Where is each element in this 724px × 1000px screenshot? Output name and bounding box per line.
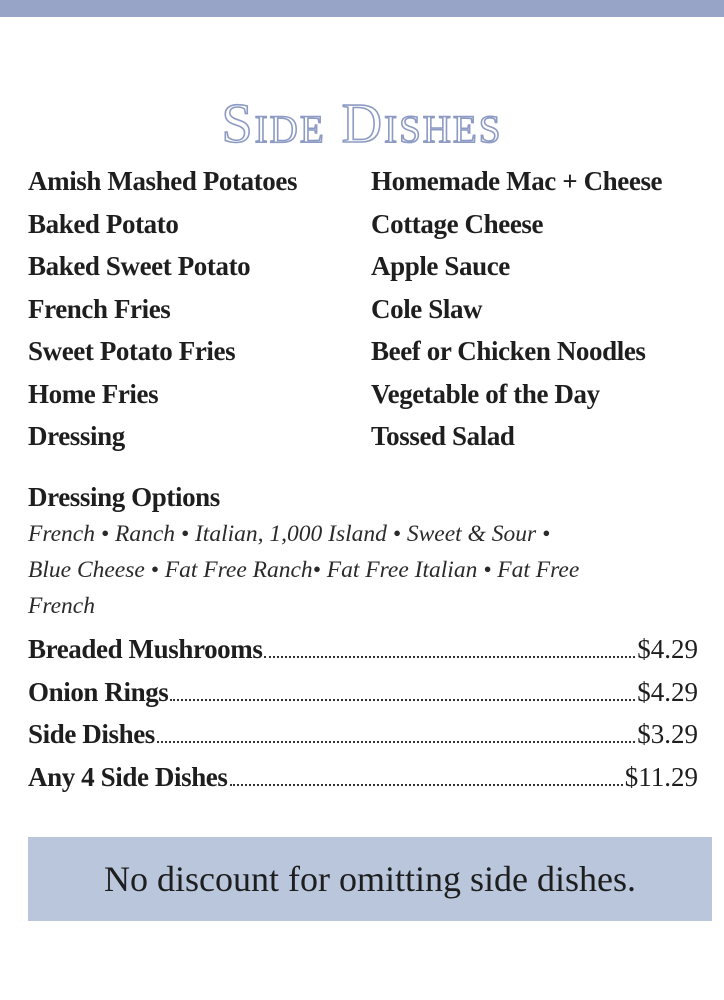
- side-item: Dressing: [28, 421, 125, 451]
- side-item: Vegetable of the Day: [371, 378, 600, 409]
- price-item-price: $4.29: [637, 634, 698, 664]
- price-item-price: $11.29: [624, 761, 698, 792]
- side-item: Sweet Potato Fries: [28, 336, 236, 366]
- side-item: Baked Sweet Potato: [28, 251, 251, 281]
- price-row: [28, 634, 698, 677]
- discount-notice-text: No discount for omitting side dishes.: [104, 859, 636, 899]
- side-item: Home Fries: [28, 378, 159, 409]
- page-title: Side Dishes: [221, 92, 503, 155]
- dressing-options-line: French: [28, 593, 95, 619]
- side-dishes-left-column: [28, 160, 371, 458]
- side-item: Cottage Cheese: [371, 208, 544, 239]
- price-row: [28, 762, 698, 805]
- side-item: Baked Potato: [28, 208, 179, 239]
- dot-leader: [157, 741, 635, 743]
- price-item-price: $4.29: [637, 676, 698, 707]
- dot-leader: [264, 656, 635, 658]
- side-item: Amish Mashed Potatoes: [28, 166, 298, 196]
- dot-leader: [170, 699, 635, 701]
- side-item: Tossed Salad: [371, 421, 515, 451]
- price-list: [28, 634, 698, 804]
- side-item: Cole Slaw: [371, 293, 483, 324]
- dot-leader: [230, 784, 623, 786]
- price-item-name: Side Dishes: [28, 719, 155, 749]
- price-row: [28, 677, 698, 720]
- dressing-options-heading: Dressing Options: [28, 482, 220, 512]
- side-dishes-list: [28, 160, 718, 458]
- price-item-price: $3.29: [637, 719, 698, 749]
- dressing-options-line: French • Ranch • Italian, 1,000 Island • Sweet & Sour •: [28, 521, 551, 547]
- side-item: Apple Sauce: [371, 251, 510, 281]
- dressing-options-text: [28, 516, 708, 624]
- discount-notice: [28, 837, 712, 921]
- side-dishes-right-column: [371, 160, 718, 458]
- side-item: Beef or Chicken Noodles: [371, 336, 646, 366]
- top-accent-bar: [0, 0, 724, 17]
- price-row: [28, 719, 698, 762]
- side-item: Homemade Mac + Cheese: [371, 166, 663, 196]
- side-item: French Fries: [28, 293, 171, 324]
- price-item-name: Breaded Mushrooms: [28, 634, 263, 664]
- dressing-options-line: Blue Cheese • Fat Free Ranch• Fat Free Italian • Fat Free: [28, 557, 580, 583]
- price-item-name: Onion Rings: [28, 676, 169, 707]
- price-item-name: Any 4 Side Dishes: [28, 761, 228, 792]
